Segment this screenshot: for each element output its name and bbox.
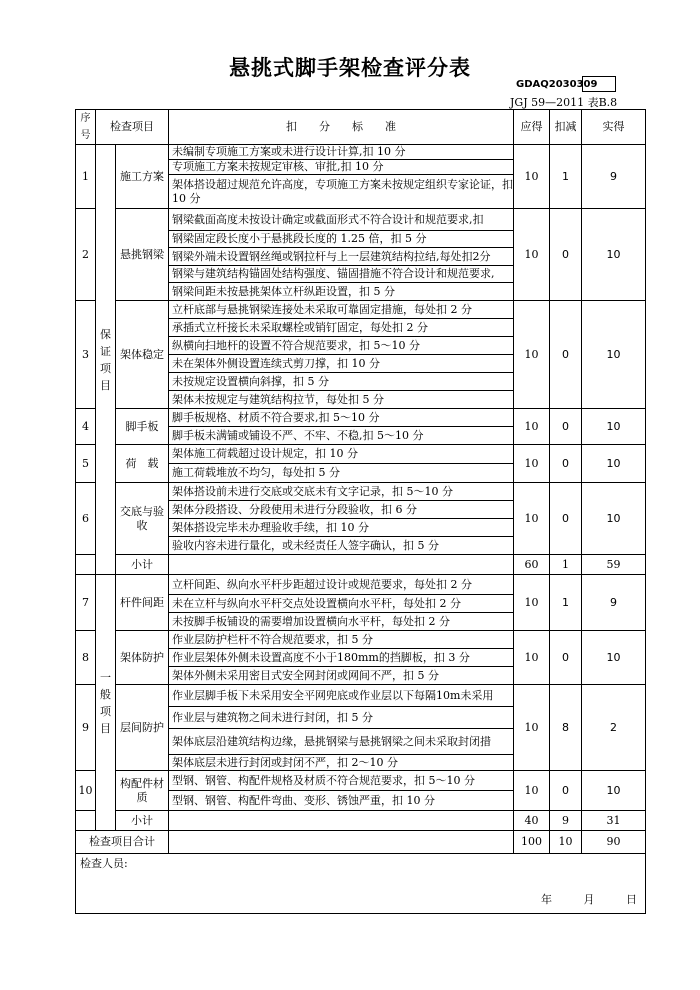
- criteria-text: 型钢、钢管、构配件规格及材质不符合规范要求，扣 5～10 分: [169, 771, 514, 791]
- form-code: GDAQ2030309: [516, 79, 598, 90]
- should-score: 10: [514, 631, 550, 685]
- item-no: 6: [76, 483, 96, 555]
- should-score: 10: [514, 483, 550, 555]
- criteria-row: [76, 409, 646, 427]
- actual-score[interactable]: 10: [582, 301, 646, 409]
- criteria-row: [76, 575, 646, 595]
- should-score: 10: [514, 409, 550, 445]
- item-no: 10: [76, 771, 96, 811]
- criteria-text: 作业层脚手板下未采用安全平网兜底或作业层以下每隔10m未采用: [169, 685, 514, 707]
- subtotal-row: [76, 555, 646, 575]
- score-table: [75, 109, 646, 914]
- criteria-text: 未在架体外侧设置连续式剪刀撑，扣 10 分: [169, 355, 514, 373]
- should-score: 10: [514, 771, 550, 811]
- criteria-text: 未按规定设置横向斜撑，扣 5 分: [169, 373, 514, 391]
- item-no: 4: [76, 409, 96, 445]
- deduct-score[interactable]: 1: [550, 145, 582, 209]
- subtotal-actual[interactable]: 31: [582, 811, 646, 831]
- header-row: [76, 110, 646, 145]
- item-name: 架体防护: [116, 631, 169, 685]
- subtotal-label: 小计: [116, 555, 169, 575]
- item-no: 2: [76, 209, 96, 301]
- subtotal-deduct[interactable]: 9: [550, 811, 582, 831]
- deduct-score[interactable]: 0: [550, 301, 582, 409]
- criteria-text: 架体搭设超过规范允许高度，专项施工方案未按规定组织专家论证，扣 10 分: [169, 175, 514, 209]
- item-name: 构配件材质: [116, 771, 169, 811]
- item-no: 5: [76, 445, 96, 483]
- group-label-text: 保证项目: [100, 327, 111, 392]
- criteria-text: 脚手板未满铺或铺设不严、不牢、不稳,扣 5～10 分: [169, 427, 514, 445]
- criteria-row: [76, 445, 646, 464]
- criteria-text: 钢梁截面高度未按设计确定或截面形式不符合设计和规范要求,扣: [169, 209, 514, 231]
- subtotal-blank: [169, 555, 514, 575]
- deduct-score[interactable]: 0: [550, 631, 582, 685]
- item-name: 杆件间距: [116, 575, 169, 631]
- criteria-row: [76, 631, 646, 649]
- should-score: 10: [514, 575, 550, 631]
- criteria-row: [76, 771, 646, 791]
- subtotal-label: 小计: [116, 811, 169, 831]
- should-score: 10: [514, 145, 550, 209]
- item-name: 施工方案: [116, 145, 169, 209]
- signature-row: [76, 854, 646, 914]
- total-row: [76, 831, 646, 854]
- actual-score[interactable]: 10: [582, 445, 646, 483]
- total-deduct[interactable]: 10: [550, 831, 582, 854]
- header-should: 应得: [514, 110, 550, 145]
- actual-score[interactable]: 10: [582, 483, 646, 555]
- header-seq: [76, 110, 96, 145]
- item-name: 层间防护: [116, 685, 169, 771]
- actual-score[interactable]: 10: [582, 209, 646, 301]
- criteria-text: 架体底层未进行封闭或封闭不严，扣 2～10 分: [169, 755, 514, 771]
- subtotal-blank: [169, 811, 514, 831]
- should-score: 10: [514, 685, 550, 771]
- form-code-box[interactable]: [582, 76, 616, 92]
- deduct-score[interactable]: 0: [550, 409, 582, 445]
- item-no: 7: [76, 575, 96, 631]
- subtotal-seq: [76, 811, 96, 831]
- criteria-text: 未在立杆与纵向水平杆交点处设置横向水平杆，每处扣 2 分: [169, 595, 514, 613]
- signature-cell[interactable]: [76, 854, 646, 914]
- criteria-text: 立杆底部与悬挑钢梁连接处未采取可靠固定措施，每处扣 2 分: [169, 301, 514, 319]
- criteria-row: [76, 145, 646, 160]
- item-no: 3: [76, 301, 96, 409]
- group-label-text: 一般项目: [100, 670, 111, 735]
- criteria-text: 钢梁固定段长度小于悬挑段长度的 1.25 倍，扣 5 分: [169, 231, 514, 248]
- criteria-text: 架体底层沿建筑结构边缘，悬挑钢梁与悬挑钢梁之间未采取封闭措: [169, 729, 514, 755]
- item-name: 架体稳定: [116, 301, 169, 409]
- should-score: 10: [514, 445, 550, 483]
- criteria-text: 未编制专项施工方案或未进行设计计算,扣 10 分: [169, 145, 514, 160]
- page-title: 悬挑式脚手架检查评分表: [229, 56, 471, 80]
- subtotal-deduct[interactable]: 1: [550, 555, 582, 575]
- total-should: 100: [514, 831, 550, 854]
- criteria-text: 专项施工方案未按规定审核、审批,扣 10 分: [169, 160, 514, 175]
- subtotal-actual[interactable]: 59: [582, 555, 646, 575]
- criteria-text: 架体搭设完毕未办理验收手续，扣 10 分: [169, 519, 514, 537]
- item-name: 脚手板: [116, 409, 169, 445]
- criteria-text: 作业层与建筑物之间未进行封闭，扣 5 分: [169, 707, 514, 729]
- group-label: [96, 145, 116, 575]
- standard-ref: JGJ 59—2011 表B.8: [510, 96, 618, 109]
- actual-score[interactable]: 9: [582, 145, 646, 209]
- criteria-text: 承插式立杆接长未采取螺栓或销钉固定，每处扣 2 分: [169, 319, 514, 337]
- header-seq-text: 序号: [80, 113, 91, 141]
- item-no: 9: [76, 685, 96, 771]
- deduct-score[interactable]: 0: [550, 771, 582, 811]
- item-name: 荷 载: [116, 445, 169, 483]
- criteria-text: 型钢、钢管、构配件弯曲、变形、锈蚀严重，扣 10 分: [169, 791, 514, 811]
- item-name: 悬挑钢梁: [116, 209, 169, 301]
- inspector-label: 检查人员:: [80, 857, 128, 870]
- deduct-score[interactable]: 1: [550, 575, 582, 631]
- subtotal-row: [76, 811, 646, 831]
- group-label: [96, 575, 116, 831]
- criteria-text: 架体施工荷载超过设计规定，扣 10 分: [169, 445, 514, 464]
- criteria-text: 架体外侧未采用密目式安全网封闭或网间不严，扣 5 分: [169, 667, 514, 685]
- criteria-text: 作业层架体外侧未设置高度不小于180mm的挡脚板，扣 3 分: [169, 649, 514, 667]
- criteria-text: 架体搭设前未进行交底或交底未有文字记录，扣 5～10 分: [169, 483, 514, 501]
- subtotal-should: 60: [514, 555, 550, 575]
- total-blank: [169, 831, 514, 854]
- should-score: 10: [514, 301, 550, 409]
- criteria-text: 钢梁间距未按悬挑架体立杆纵距设置，扣 5 分: [169, 283, 514, 301]
- deduct-score[interactable]: 0: [550, 483, 582, 555]
- criteria-text: 未按脚手板铺设的需要增加设置横向水平杆，每处扣 2 分: [169, 613, 514, 631]
- header-item: 检查项目: [96, 110, 169, 145]
- subtotal-seq: [76, 555, 96, 575]
- total-label: 检查项目合计: [76, 831, 169, 854]
- date-field: 年 月 日: [541, 893, 637, 906]
- item-name: 交底与验 收: [116, 483, 169, 555]
- criteria-text: 作业层防护栏杆不符合规范要求，扣 5 分: [169, 631, 514, 649]
- criteria-text: 架体未按规定与建筑结构拉节，每处扣 5 分: [169, 391, 514, 409]
- deduct-score[interactable]: 8: [550, 685, 582, 771]
- criteria-row: [76, 685, 646, 707]
- criteria-text: 架体分段搭设、分段使用未进行分段验收，扣 6 分: [169, 501, 514, 519]
- deduct-score[interactable]: 0: [550, 209, 582, 301]
- criteria-text: 验收内容未进行量化，或未经责任人签字确认，扣 5 分: [169, 537, 514, 555]
- header-actual: 实得: [582, 110, 646, 145]
- total-actual[interactable]: 90: [582, 831, 646, 854]
- actual-score[interactable]: 9: [582, 575, 646, 631]
- criteria-row: [76, 209, 646, 231]
- actual-score[interactable]: 2: [582, 685, 646, 771]
- header-deduct: 扣减: [550, 110, 582, 145]
- deduct-score[interactable]: 0: [550, 445, 582, 483]
- criteria-text: 立杆间距、纵向水平杆步距超过设计或规范要求，每处扣 2 分: [169, 575, 514, 595]
- actual-score[interactable]: 10: [582, 409, 646, 445]
- criteria-row: [76, 483, 646, 501]
- should-score: 10: [514, 209, 550, 301]
- item-no: 1: [76, 145, 96, 209]
- criteria-text: 纵横向扫地杆的设置不符合规范要求，扣 5～10 分: [169, 337, 514, 355]
- item-no: 8: [76, 631, 96, 685]
- actual-score[interactable]: 10: [582, 771, 646, 811]
- actual-score[interactable]: 10: [582, 631, 646, 685]
- criteria-text: 脚手板规格、材质不符合要求,扣 5～10 分: [169, 409, 514, 427]
- criteria-text: 钢梁外端未设置钢丝绳或钢拉杆与上一层建筑结构拉结,每处扣2分: [169, 248, 514, 266]
- criteria-row: [76, 301, 646, 319]
- header-criteria: 扣 分 标 准: [169, 110, 514, 145]
- criteria-text: 钢梁与建筑结构锚固处结构强度、锚固措施不符合设计和规范要求,: [169, 266, 514, 283]
- criteria-text: 施工荷载堆放不均匀，每处扣 5 分: [169, 464, 514, 483]
- subtotal-should: 40: [514, 811, 550, 831]
